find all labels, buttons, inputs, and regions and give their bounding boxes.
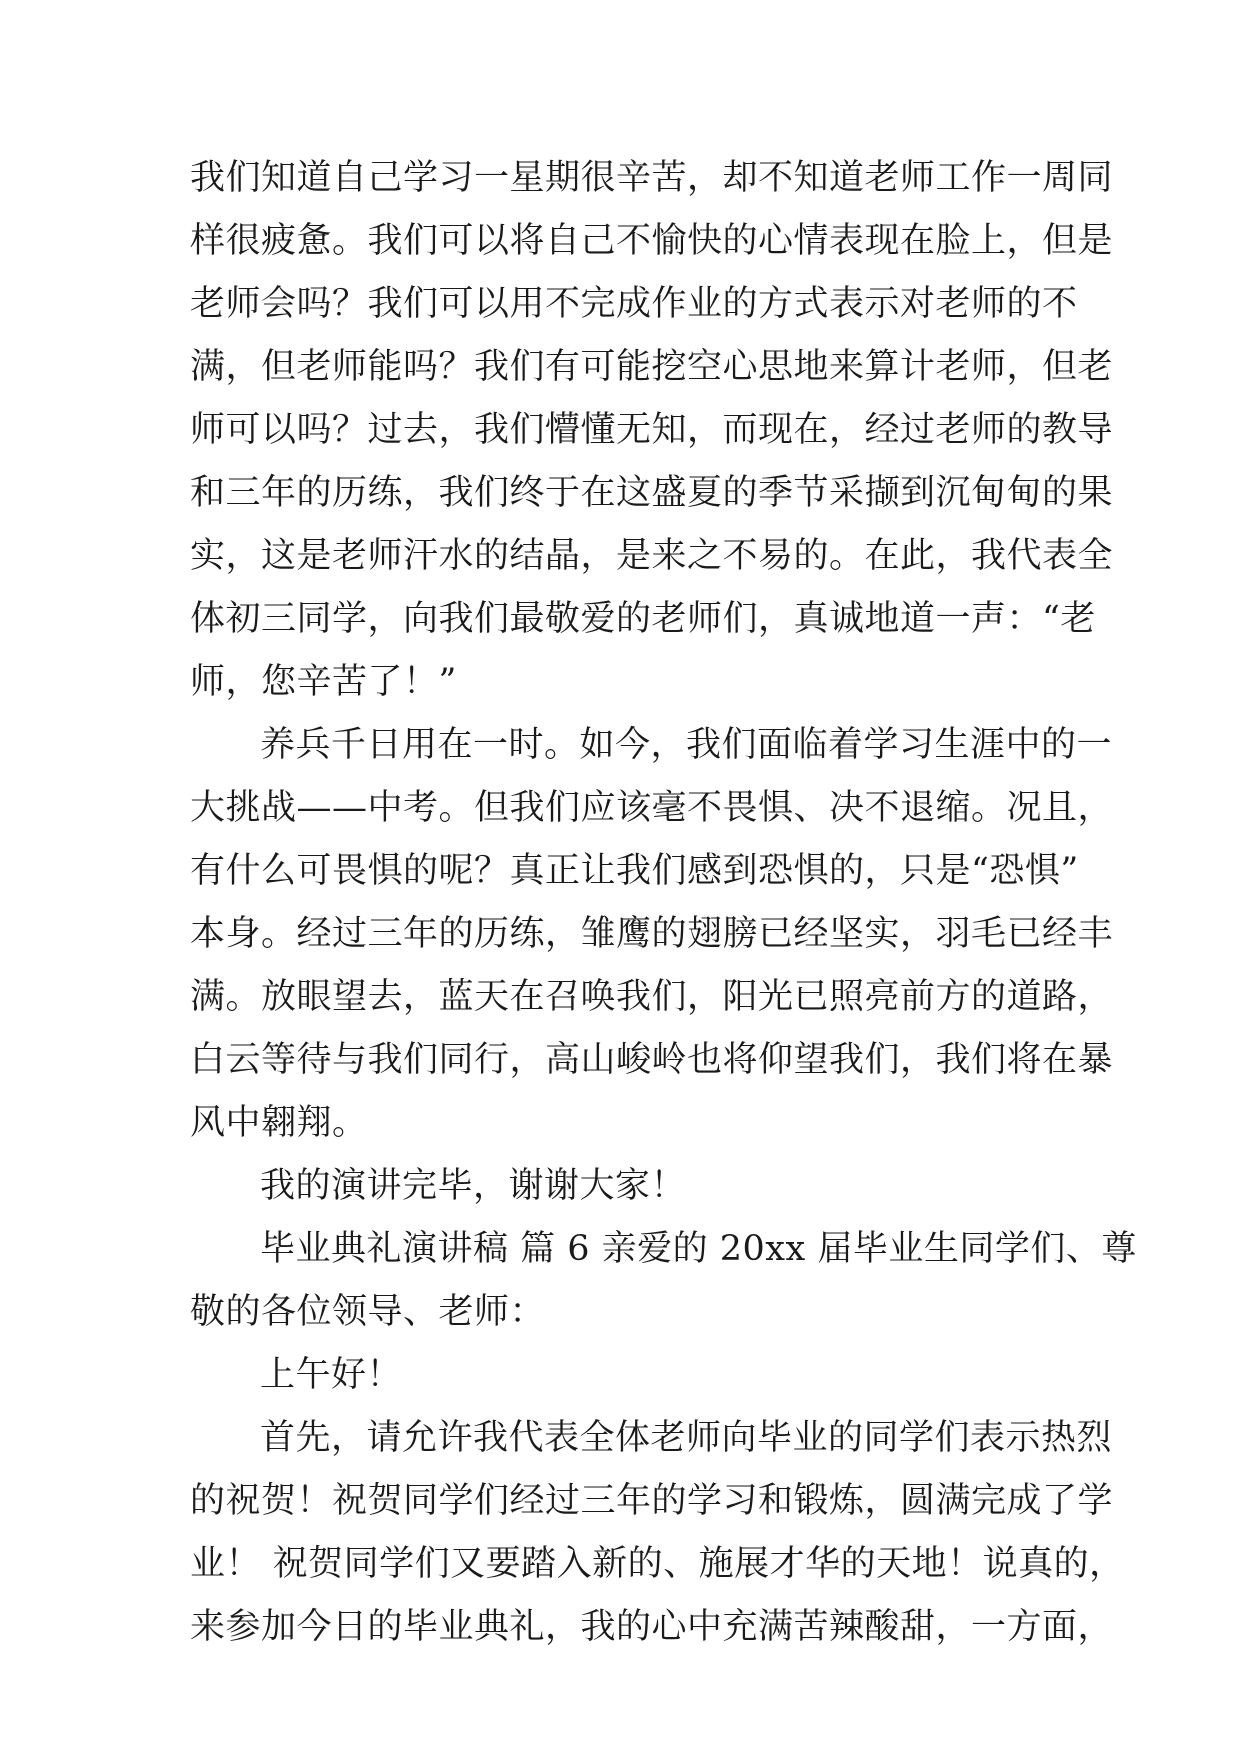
text-line: 首先，请允许我代表全体老师向毕业的同学们表示热烈: [260, 1418, 1113, 1458]
text-line: 上午好！: [260, 1355, 403, 1395]
text-line: 师，您辛苦了！”: [190, 662, 457, 702]
text-line: 满。放眼望去，蓝天在召唤我们，阳光已照亮前方的道路，: [190, 977, 1114, 1017]
text-line: 毕业典礼演讲稿 篇 6 亲爱的 20xx 届毕业生同学们、尊: [260, 1229, 1137, 1269]
text-line: 养兵千日用在一时。如今，我们面临着学习生涯中的一: [260, 725, 1113, 765]
text-line: 老师会吗？我们可以用不完成作业的方式表示对老师的不: [190, 284, 1078, 324]
text-line: 实，这是老师汗水的结晶，是来之不易的。在此，我代表全: [190, 536, 1114, 576]
text-line: 体初三同学，向我们最敬爱的老师们，真诚地道一声：“老: [190, 599, 1096, 639]
text-line: 满，但老师能吗？我们有可能挖空心思地来算计老师，但老: [190, 347, 1114, 387]
text-line: 师可以吗？过去，我们懵懂无知，而现在，经过老师的教导: [190, 410, 1114, 450]
text-line: 我的演讲完毕，谢谢大家！: [260, 1166, 687, 1206]
text-line: 来参加今日的毕业典礼，我的心中充满苦辣酸甜，一方面，: [190, 1607, 1114, 1647]
text-line: 的祝贺！祝贺同学们经过三年的学习和锻炼，圆满完成了学: [190, 1481, 1114, 1521]
text-line: 和三年的历练，我们终于在这盛夏的季节采撷到沉甸甸的果: [190, 473, 1114, 513]
text-line: 有什么可畏惧的呢？真正让我们感到恐惧的，只是“恐惧”: [190, 851, 1079, 891]
text-line: 白云等待与我们同行，高山峻岭也将仰望我们，我们将在暴: [190, 1040, 1114, 1080]
text-line: 样很疲惫。我们可以将自己不愉快的心情表现在脸上，但是: [190, 221, 1114, 261]
text-line: 敬的各位领导、老师：: [190, 1292, 546, 1332]
text-line: 本身。经过三年的历练，雏鹰的翅膀已经坚实，羽毛已经丰: [190, 914, 1114, 954]
text-line: 风中翱翔。: [190, 1103, 368, 1143]
text-line: 业！ 祝贺同学们又要踏入新的、施展才华的天地！说真的，: [190, 1544, 1125, 1584]
text-line: 大挑战——中考。但我们应该毫不畏惧、决不退缩。况且，: [190, 788, 1114, 828]
text-line: 我们知道自己学习一星期很辛苦，却不知道老师工作一周同: [190, 158, 1114, 198]
